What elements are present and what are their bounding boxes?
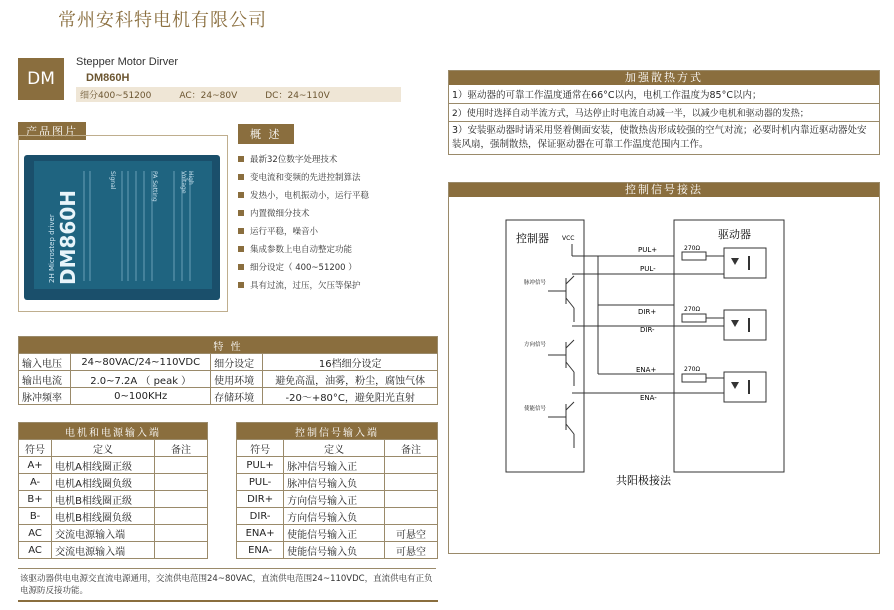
table-row: A- 电机A相线圈负级 xyxy=(19,474,208,491)
signal-terminal-table xyxy=(236,422,438,559)
table-row: 输出电流 2.0~7.2A （ peak ） 使用环境 避免高温，油雾，粉尘，腐蚀气体 xyxy=(19,371,438,388)
overview-item: 细分设定（ 400~51200 ） xyxy=(238,258,369,276)
pin-dir-plus: DIR+ xyxy=(638,308,657,316)
cooling-item: 1）驱动器的可靠工作温度通常在66°C以内，电机工作温度为85°C以内； xyxy=(449,85,879,104)
resistor-label: 270Ω xyxy=(684,245,701,252)
pin-dir-minus: DIR- xyxy=(640,326,655,334)
overview-item: 内置微细分技术 xyxy=(238,204,369,222)
features-table xyxy=(18,336,438,405)
driver-label: 驱动器 xyxy=(718,228,751,241)
table-header-row: 符号 定义 备注 xyxy=(237,440,438,457)
product-title: Stepper Motor Dirver xyxy=(76,56,179,68)
pic-section-title: 产品图片 xyxy=(18,122,86,140)
bullet-icon xyxy=(238,282,244,288)
driver-image xyxy=(24,155,220,300)
bullet-icon xyxy=(238,156,244,162)
overview-title: 概 述 xyxy=(238,124,294,144)
driver-fine-print xyxy=(74,163,209,288)
table-row: B- 电机B相线圈负级 xyxy=(19,508,208,525)
signal-pulse-label: 脉冲信号 xyxy=(524,280,547,286)
bullet-icon xyxy=(238,228,244,234)
table-row: PUL+ 脉冲信号输入正 xyxy=(237,457,438,474)
table-row: A+ 电机A相线圈正级 xyxy=(19,457,208,474)
dm-label: DM xyxy=(18,58,64,100)
table-row: PUL- 脉冲信号输入负 xyxy=(237,474,438,491)
wiring-diagram xyxy=(448,198,878,552)
table-row: ENA+ 使能信号输入正 可悬空 xyxy=(237,525,438,542)
bullet-icon xyxy=(238,174,244,180)
table-row: DIR+ 方向信号输入正 xyxy=(237,491,438,508)
overview-item: 最新32位数字处理技术 xyxy=(238,150,369,168)
driver-model-label: DM860H xyxy=(56,190,80,285)
spec-ac: AC：24~80V xyxy=(179,91,238,101)
signal-enable-label: 使能信号 xyxy=(524,406,547,412)
resistor-label: 270Ω xyxy=(684,306,701,313)
wiring-caption: 共阳极接法 xyxy=(616,474,671,487)
bottom-divider xyxy=(18,600,438,602)
pin-pul-minus: PUL- xyxy=(640,265,656,273)
pin-pul-plus: PUL+ xyxy=(638,246,658,254)
table-header-row: 符号 定义 备注 xyxy=(19,440,208,457)
overview-item: 具有过流，过压，欠压等保护 xyxy=(238,276,369,294)
signal-terminal-title: 控制信号输入端 xyxy=(237,423,438,440)
table-row: AC 交流电源输入端 xyxy=(19,542,208,559)
motor-terminal-title: 电机和电源输入端 xyxy=(19,423,208,440)
driver-label-signal: Signal xyxy=(109,171,116,190)
table-row: B+ 电机B相线圈正级 xyxy=(19,491,208,508)
overview-item: 集成参数上电自动整定功能 xyxy=(238,240,369,258)
table-row: 脉冲频率 0~100KHz 存储环境 -20～+80°C，避免阳光直射 xyxy=(19,388,438,405)
bullet-icon xyxy=(238,246,244,252)
signal-direction-label: 方向信号 xyxy=(524,342,547,348)
cooling-title: 加强散热方式 xyxy=(449,71,879,85)
spec-subdivision: 细分400~51200 xyxy=(80,91,152,101)
motor-terminal-table xyxy=(18,422,208,559)
wiring-title: 控制信号接法 xyxy=(449,183,879,197)
product-model: DM860H xyxy=(86,72,130,84)
overview-item: 变电流和变频的先进控制算法 xyxy=(238,168,369,186)
driver-face xyxy=(34,161,212,289)
table-row: DIR- 方向信号输入负 xyxy=(237,508,438,525)
overview-item: 运行平稳，噪音小 xyxy=(238,222,369,240)
spec-dc: DC：24~110V xyxy=(265,91,330,101)
bottom-note: 该驱动器供电电源交直流电源通用，交流供电范围24~80VAC，直流供电范围24~110VDC，直流供电有正负电源防反接功能。 xyxy=(18,568,436,602)
driver-label-voltage: High Voltage xyxy=(180,171,194,194)
table-row: 输入电压 24~80VAC/24~110VDC 细分设定 16档细分设定 xyxy=(19,354,438,371)
overview-list xyxy=(238,150,369,294)
table-row: ENA- 使能信号输入负 可悬空 xyxy=(237,542,438,559)
bullet-icon xyxy=(238,264,244,270)
cooling-item: 3）安装驱动器时请采用竖着侧面安装，使散热齿形成较强的空气对流；必要时机内靠近驱动器处安装风扇，强制散热，保证驱动器在可靠工作温度范围内工作。 xyxy=(452,125,867,150)
controller-label: 控制器 xyxy=(516,232,549,245)
cooling-box xyxy=(448,70,880,155)
pin-ena-plus: ENA+ xyxy=(636,366,657,374)
cooling-item: 2）使用时选择自动半流方式，马达停止时电流自动减一半，以减少电机和驱动器的发热； xyxy=(449,104,879,122)
spec-bar xyxy=(76,87,401,102)
driver-label-pa: PA Setting xyxy=(151,171,158,202)
overview-item: 发热小，电机振动小，运行平稳 xyxy=(238,186,369,204)
features-title: 特 性 xyxy=(19,337,438,354)
bullet-icon xyxy=(238,192,244,198)
pin-ena-minus: ENA- xyxy=(640,394,657,402)
vcc-label: VCC xyxy=(562,235,575,242)
company-name: 常州安科特电机有限公司 xyxy=(58,10,267,31)
resistor-label: 270Ω xyxy=(684,366,701,373)
bullet-icon xyxy=(238,210,244,216)
table-row: AC 交流电源输入端 xyxy=(19,525,208,542)
driver-subtitle: 2H Microstep driver xyxy=(48,214,56,283)
